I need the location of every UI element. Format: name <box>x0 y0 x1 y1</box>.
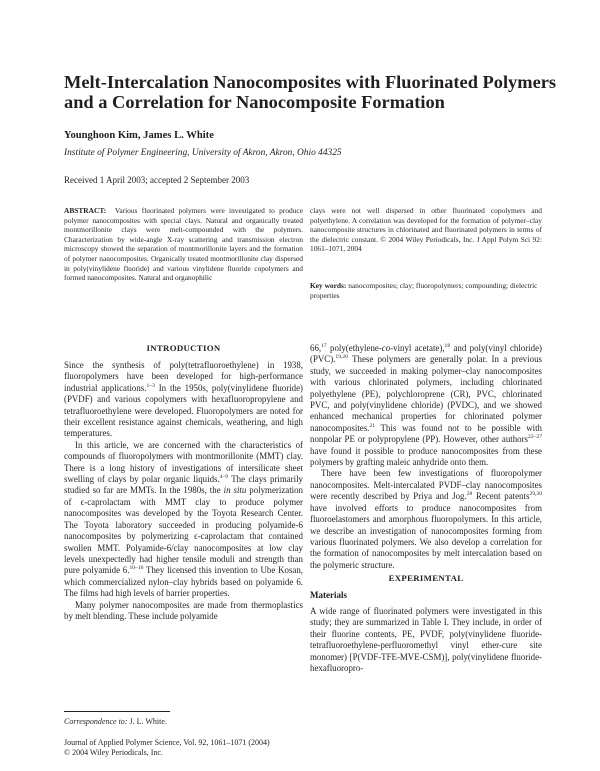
affiliation: Institute of Polymer Engineering, University of Akron, Akron, Ohio 44325 <box>64 148 342 158</box>
intro-paragraph-2: In this article, we are concerned with the characteristics of compounds of fluoropolymers with montmorillonite (MMT) clay. There is a long history of investigations of intersilicate sheet swelling of clays by polar organic liquids.$^{4-9}$ The clays primarily studied so far are MMTs. In the 1980s, the in situ polymerization of ϵ-caprolactam with MMT clay to produce polymer nanocomposites was developed by the Toyota Research Center. The Toyota laboratory succeeded in producing polyamide-6 nanocomposites by polymerizing ϵ-caprolactam that contained swollen MMT. Polyamide-6/clay nanocomposites at low clay levels unexpectedly had higher tensile moduli and strength than pure polyamide 6.$^{10-16}$ They licensed this invention to Ube Kosan, which commercialized nylon–clay hybrids based on polyamide 6. The films had high levels of barrier properties. <box>64 439 303 599</box>
materials-heading: Materials <box>310 590 347 600</box>
journal-copyright: © 2004 Wiley Periodicals, Inc. <box>64 748 163 758</box>
intro-paragraph-3: Many polymer nanocomposites are made from thermoplastics by melt blending. These include polyamide <box>64 599 303 621</box>
right-column <box>310 343 542 571</box>
introduction-heading: INTRODUCTION <box>146 343 221 353</box>
keywords <box>310 281 542 300</box>
intro-paragraph-1: Since the synthesis of poly(tetrafluoroethylene) in 1938, fluoropolymers have been developed for high-performance industrial applications.$^{1-3}$ In the 1950s, poly(vinylidene fluoride) (PVDF) and various copolymers with hexafluoropropylene and tetrafluoroethylene were developed. Fluoropolymers are noted for their excellent resistance against chemicals, weathering, and high temperatures. <box>64 360 303 439</box>
received-dates: Received 1 April 2003; accepted 2 September 2003 <box>64 175 250 185</box>
materials-paragraph: A wide range of fluorinated polymers were investigated in this study; they are summarized in Table I. They include, in order of their fluorine contents, PE, PVDF, poly(vinylidene fluoride-tetrafluoroethylene-perfluoromethyl vinyl ether-cure site monomer) [P(VDF-TFE-MVE-CSM)], poly(vinylidene fluoride-hexafluoropro- <box>310 606 542 674</box>
abstract-left <box>64 206 303 283</box>
author-list: Younghoon Kim, James L. White <box>64 130 214 141</box>
abstract-label: ABSTRACT: <box>64 206 107 215</box>
intro-paragraph-4: There have been few investigations of fluoropolymer nanocomposites. Melt-intercalated PVDF–clay nanocomposites were recently described by Priya and Jog.$^{28}$ Recent patents$^{29,30}$ have involved efforts to produce nanocomposites from fluoroelastomers and amorphous fluoropolymers. In this article, we describe an investigation of nanocomposites forming from various fluorinated polymers. We also develop a correlation for the formation of nanocomposites by melt intercalation based on the polymeric structure. <box>310 468 542 570</box>
keywords-label: Key words: <box>310 281 347 290</box>
abstract-text: Various fluorinated polymers were investigated to produce polymer nanocomposites with special clays. Natural and organically treated montmorillonite clays were melt-compounded with the polymers. Characterization by wide-angle X-ray scattering and transmission electron microscopy showed the separation of montmorillonite layers and the formation of polymer nanocomposites. Organically treated montmorillonite clay dispersed in poly(vinylidene fluoride) and various vinylidene fluoride copolymers and formed nanocomposites. Natural and organophilic <box>64 206 303 283</box>
materials-text <box>310 606 542 674</box>
left-column <box>64 360 303 622</box>
journal-info <box>64 738 270 758</box>
footnote-rule <box>64 711 170 712</box>
paper-title: Melt-Intercalation Nanocomposites with Fluorinated Polymers and a Correlation for Nanocomposite Formation <box>64 72 557 112</box>
keywords-text: nanocomposites; clay; fluoropolymers; compounding; dielectric properties <box>310 281 538 300</box>
experimental-heading: EXPERIMENTAL <box>388 573 464 583</box>
intro-paragraph-3-cont: 66,17 poly(ethylene-co-vinyl acetate),$^{18}$ and poly(vinyl chloride) (PVC).$^{19,20}$ These polymers are generally polar. In a previous study, we succeeded in making polymer–clay nanocomposites with various chlorinated polymers, including chlorinated polyethylene (PE), polychloroprene (CR), PVC, chlorinated PVC, and poly(vinylidene chloride) (PVDC), and we showed enhanced mechanical properties for chlorinated polymer nanocomposites.$^{21}$ This was found not to be possible with nonpolar PE or polypropylene (PP). However, other authors$^{22-27}$ have found it possible to produce nanocomposites from these polymers by grafting maleic anhydride onto them. <box>310 343 542 468</box>
correspondence-note: Correspondence to: J. L. White. <box>64 717 167 726</box>
abstract-right: clays were not well dispersed in other fluorinated copolymers and polyethylene. A correlation was developed for the formation of polymer–clay nanocomposite structures in chlorinated and fluorinated polymers in terms of the dielectric constant. © 2004 Wiley Periodicals, Inc. J Appl Polym Sci 92: 1061–1071, 2004 <box>310 206 542 254</box>
journal-citation: Journal of Applied Polymer Science, Vol. 92, 1061–1071 (2004) <box>64 738 270 747</box>
